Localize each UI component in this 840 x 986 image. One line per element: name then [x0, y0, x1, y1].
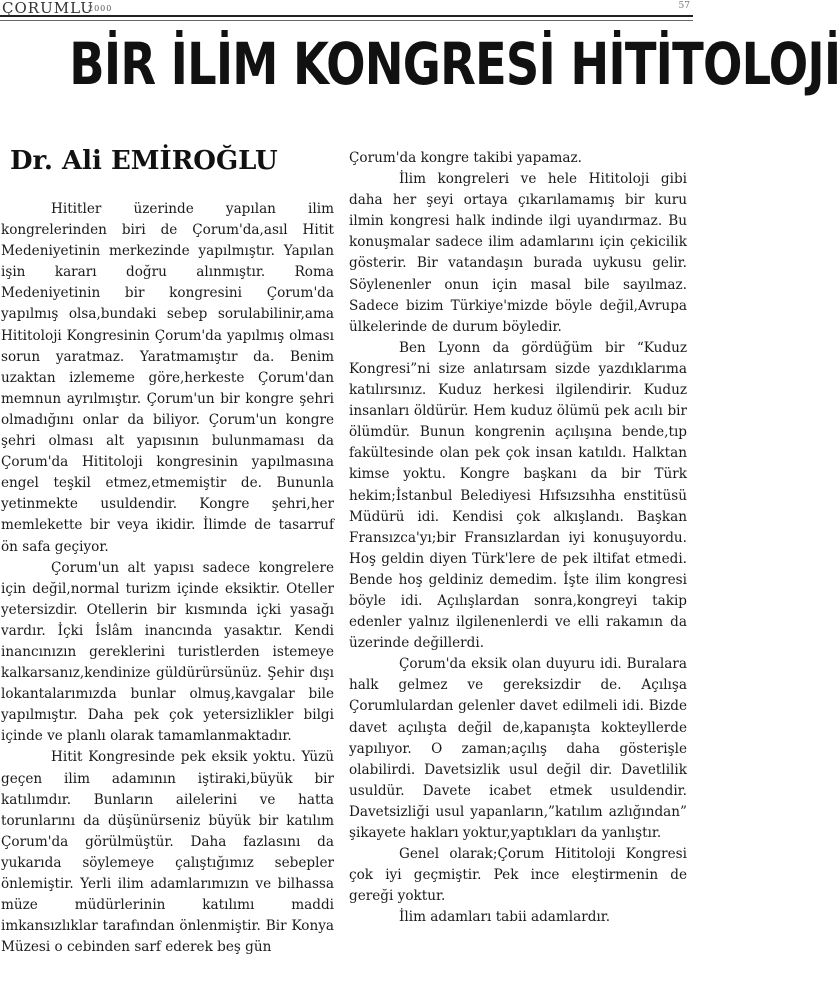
- article-column-left: [1, 199, 334, 958]
- paragraph: Çorum'da kongre takibi yapamaz.: [349, 150, 582, 166]
- header-rule-thin: [0, 20, 693, 21]
- paragraph: İlim kongreleri ve hele Hititoloji gibi daha her şeyi ortaya çıkarılamamış bir kuru ilmin kongresi halk indinde ilgi uyandırmaz. Bu konuşmalar sadece ilim adamlarını için çekicilik gösterir. Bir vatandaşın burada uykusu gelir. Söylenenler onun için masal bile sayılmaz. Sadece bizim Türkiye'mizde böyle değil,Avrupa ülkelerinde de durum böyledir.: [349, 171, 687, 335]
- paragraph: Hititler üzerinde yapılan ilim kongrelerinden biri de Çorum'da,asıl Hitit Medeniyetinin merkezinde yapılmıştır. Yapılan işin kararı doğru alınmıştır. Roma Medeniyetinin bir kongresini Çorum'da yapılmış olsa,bundaki sebep sorulabilinir,ama Hititoloji Kongresinin Çorum'da yapılmış olması sorun yaratmaz. Yaratmamıştır da. Benim uzaktan izlememe göre,herkeste Çorum'dan memnun ayrılmıştır. Çorum'un bir kongre şehri olmadığını onlar da biliyor. Çorum'un kongre şehri olması alt yapısının bulunmaması da Çorum'da Hititoloji kongresinin yapılmasına engel teşkil etmez,etmemiştir de. Bununla yetinmekte usuldendir. Kongre şehri,her memlekette bir veya ikidir. İlimde de tasarruf ön safa geçiyor.: [1, 201, 334, 555]
- page-header: [0, 0, 693, 16]
- article-author: Dr. Ali EMİROĞLU: [10, 146, 278, 176]
- paragraph: Hitit Kongresinde pek eksik yoktu. Yüzü geçen ilim adamının iştiraki,büyük bir katılımdır. Bunların ailelerini ve hatta torunlarını da düşünürseniz büyük bir katılım Çorum'da görülmüştür. Daha fazlasını da yukarıda söylemeye çalıştığımız sebepler önlemiştir. Yerli ilim adamlarımızın ve bilhassa müze müdürlerinin katılımı maddi imkansızlıklar tarafından önlenmiştir. Bir Konya Müzesi o cebinden sarf ederek beş gün: [1, 749, 334, 956]
- article-headline: BİR İLİM KONGRESİ HİTİTOLOJİ: [69, 30, 840, 98]
- article-column-right: [349, 148, 687, 928]
- paragraph: Genel olarak;Çorum Hititoloji Kongresi çok iyi geçmiştir. Pek ince eleştirmenin de gereği yoktur.: [349, 846, 687, 905]
- header-rule: [0, 15, 693, 17]
- paragraph: Ben Lyonn da gördüğüm bir “Kuduz Kongresi”ni size anlatırsam sizde yazdıklarıma katılırsınız. Kuduz herkesi ilgilendirir. Kuduz insanları öldürür. Hem kuduz ölümü pek acılı bir ölümdür. Bunun kongrenin açılışına bende,tıp fakültesinde olan pek çok insan katıldı. Halktan kimse yoktu. Kongre başkanı da bir Türk hekim;İstanbul Belediyesi Hıfsızsıhha enstitüsü Müdürü idi. Kendisi çok alkışlandı. Başkan Fransızca'yı;bir Fransızlardan iyi konuşuyordu. Hoş geldin diyen Türk'lere de pek iltifat etmedi. Bende hoş geldiniz demedim. İşte ilim kongresi böyle idi. Açılışlardan sonra,kongreyi takip edenler yalnız ilgilenenlerdi ve elli rakamın da üzerinde değillerdi.: [349, 339, 687, 652]
- paragraph: Çorum'da eksik olan duyuru idi. Buralara halk gelmez ve gereksizdir de. Açılışa Çorumlulardan gelenler davet edilmeli idi. Bizde davet açılışta değil de,kapanışta kokteyllerde yapılıyor. O zaman;açılış daha gösterişle olabilirdi. Davetsizlik usul değil dir. Davetlilik usuldür. Davete icabet etmek usuldendir. Davetsizliği usul yapanların,”katılım azlığından” şikayete hakları yoktur,yaptıkları da yanlıştır.: [349, 656, 687, 841]
- page-number: 57: [678, 1, 690, 11]
- paragraph: İlim adamları tabii adamlardır.: [399, 909, 611, 926]
- masthead: ÇORUMLU: [2, 0, 94, 17]
- paragraph: Çorum'un alt yapısı sadece kongrelere için değil,normal turizm içinde eksiktir. Oteller yetersizdir. Otellerin bir kısmında içki yasağı vardır. İçki İslâm inancında yasaktır. Kendi inancınızın gereklerini turistlerden istemeye kalkarsanız,kendinize güldürürsünüz. Şehir dışı lokantalarımızda bunlar olmuş,kavgalar bile yapılmıştır. Daha pek çok yetersizlikler bilgi içinde ve planlı olarak tamamlanmaktadır.: [1, 559, 334, 745]
- masthead-year: 2000: [88, 4, 113, 13]
